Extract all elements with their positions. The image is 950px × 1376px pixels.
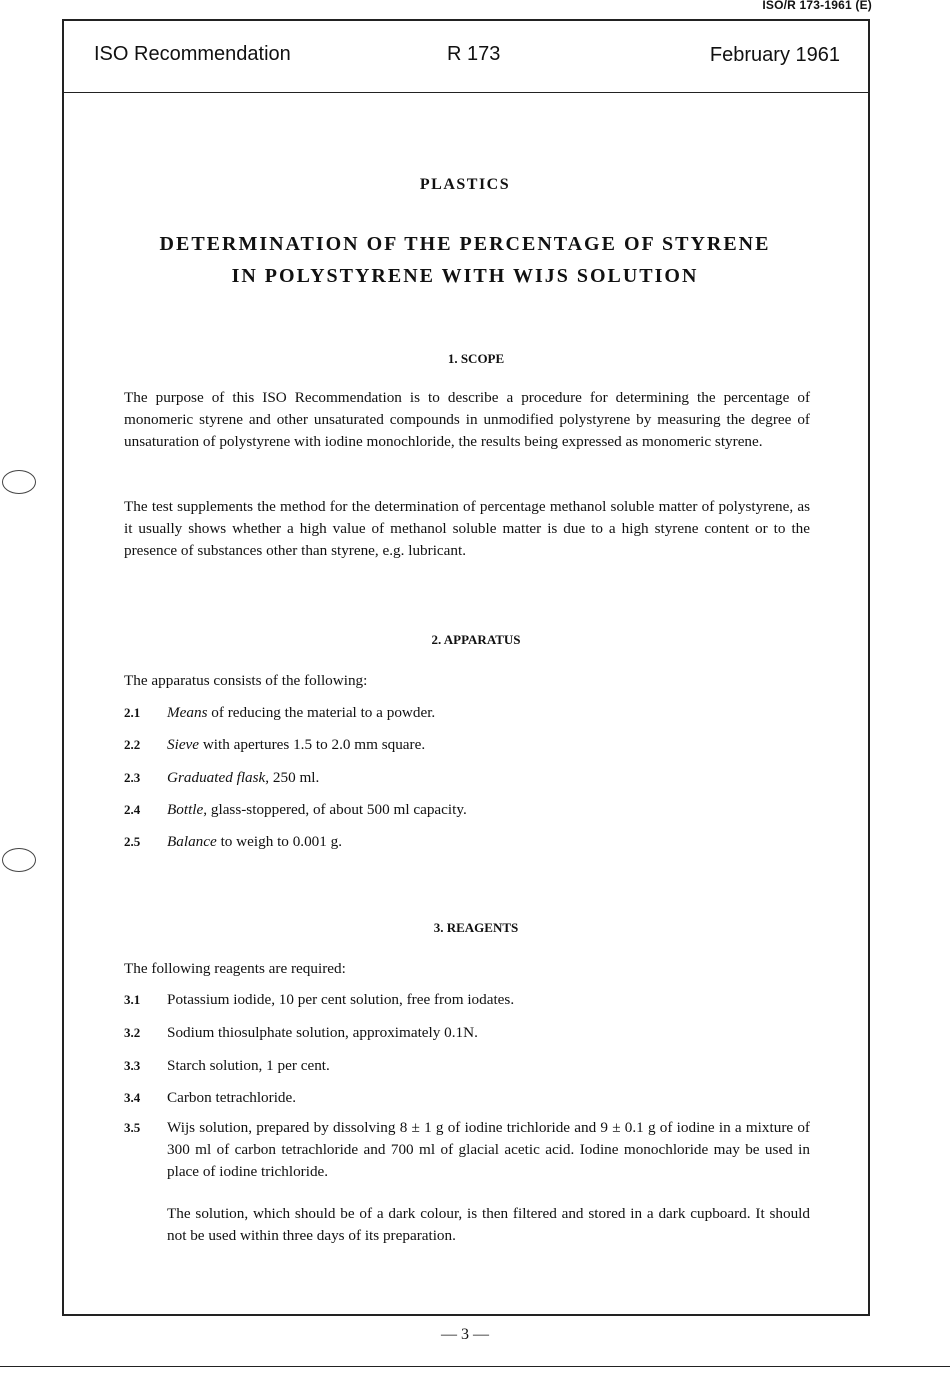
item-number: 3.3: [124, 1058, 141, 1073]
punch-hole-mark: [2, 848, 36, 872]
item-text: Sodium thiosulphate solution, approximately 0.1N.: [167, 1024, 478, 1041]
heading-line-1: DETERMINATION OF THE PERCENTAGE OF STYRENE: [159, 233, 771, 255]
item-number: 2.4: [124, 802, 141, 817]
section-heading-reagents: 3. REAGENTS: [433, 920, 519, 935]
item-text: of reducing the material to a powder.: [207, 704, 436, 721]
scope-paragraph-1: The purpose of this ISO Recommendation is to describe a procedure for determining the percentage of monomeric styrene and other unsaturated compounds in unmodified polystyrene by measuring the degree of unsaturation of polystyrene with iodine monochloride, the results being expressed as monomeric styrene.: [124, 389, 810, 450]
section-heading-apparatus: 2. APPARATUS: [431, 632, 521, 647]
section-heading-scope: 1. SCOPE: [447, 351, 505, 366]
apparatus-intro: The apparatus consists of the following:: [124, 672, 368, 689]
item-term: Balance: [167, 833, 217, 850]
page-number: — 3 —: [441, 1326, 489, 1343]
item-text: Potassium iodide, 10 per cent solution, free from iodates.: [167, 991, 515, 1008]
item-text: with apertures 1.5 to 2.0 mm square.: [199, 736, 426, 753]
item-number: 2.2: [124, 737, 141, 752]
heading-line-2: IN POLYSTYRENE WITH WIJS SOLUTION: [231, 265, 699, 287]
item-number: 2.5: [124, 834, 141, 849]
item-number: 3.4: [124, 1090, 141, 1105]
punch-hole-mark: [2, 470, 36, 494]
header-series: ISO Recommendation: [94, 43, 291, 65]
scope-paragraph-2: The test supplements the method for the determination of percentage methanol soluble matter of polystyrene, as it usually shows whether a high value of methanol soluble matter is due to a high styrene content or to the presence of substances other than styrene, e.g. lubricant.: [124, 498, 810, 559]
item-text: Wijs solution, prepared by dissolving 8 ± 1 g of iodine trichloride and 9 ± 0.1 g of iodine in a mixture of 300 ml of carbon tetrachloride and 700 ml of glacial acetic acid. Iodine monochloride may be used in place of iodine trichloride.: [167, 1119, 810, 1180]
item-text: , 250 ml.: [265, 769, 320, 786]
page-title: PLASTICS: [419, 176, 511, 193]
item-term: Bottle: [167, 801, 204, 818]
item-term: Graduated flask: [167, 769, 266, 786]
header-divider: [64, 92, 868, 93]
item-text: to weigh to 0.001 g.: [216, 833, 343, 850]
document-reference: ISO/R 173-1961 (E): [762, 0, 872, 12]
item-text: , glass-stoppered, of about 500 ml capacity.: [203, 801, 467, 818]
item-term: Sieve: [167, 736, 200, 753]
header-date: February 1961: [709, 44, 840, 66]
item-number: 3.5: [124, 1120, 141, 1135]
bottom-divider: [0, 1366, 950, 1367]
document-header: [64, 41, 868, 75]
item-term: Means: [167, 704, 208, 721]
reagents-intro: The following reagents are required:: [124, 960, 346, 977]
note-text: The solution, which should be of a dark colour, is then filtered and stored in a dark cupboard. It should not be used within three days of its preparation.: [167, 1205, 810, 1244]
item-text: Starch solution, 1 per cent.: [167, 1057, 330, 1074]
item-number: 3.1: [124, 992, 141, 1007]
item-text: Carbon tetrachloride.: [167, 1089, 297, 1106]
item-number: 3.2: [124, 1025, 141, 1040]
header-number: R 173: [447, 43, 501, 65]
document-heading: [0, 228, 930, 292]
item-number: 2.1: [124, 705, 141, 720]
item-number: 2.3: [124, 770, 141, 785]
